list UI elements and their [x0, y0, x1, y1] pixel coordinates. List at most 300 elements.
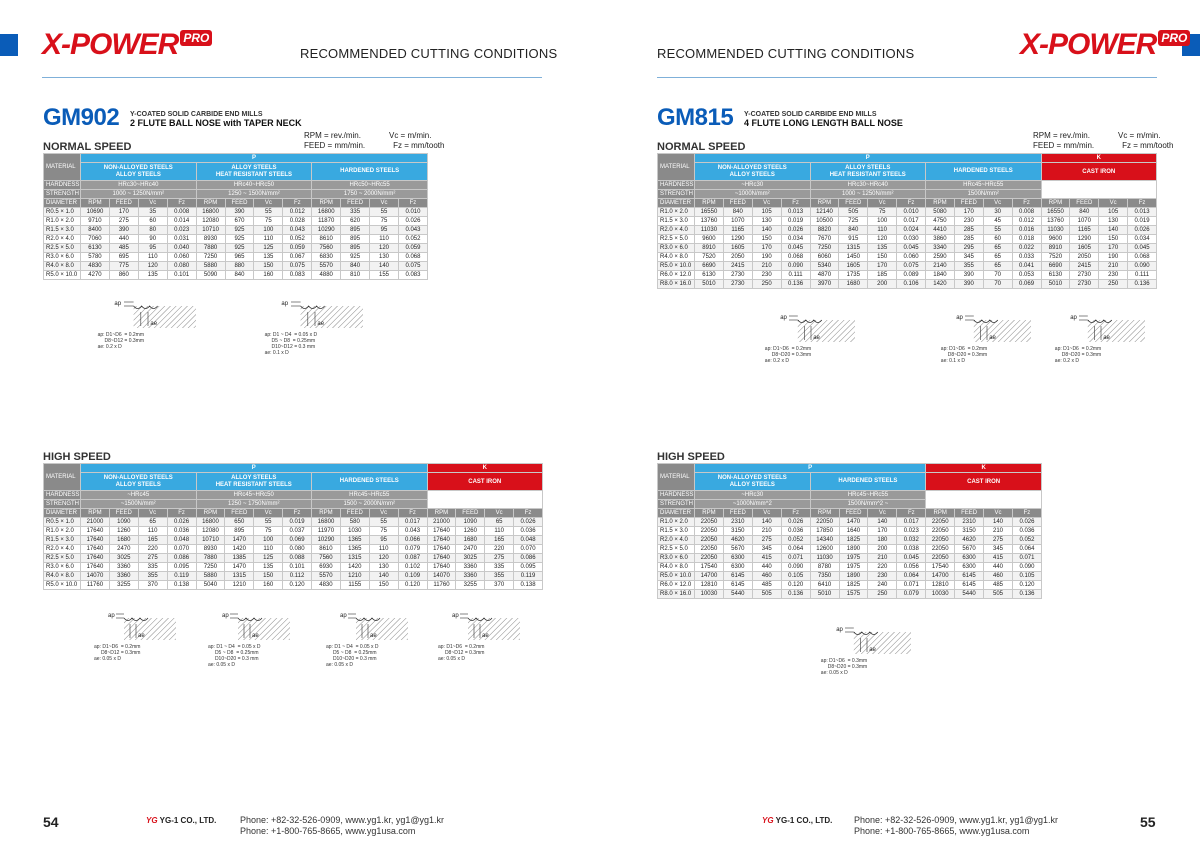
value-cell: 0.008: [1012, 208, 1041, 217]
value-cell: 8400: [81, 226, 110, 235]
material-group: CAST IRON: [1041, 163, 1157, 181]
column-header: Vc: [254, 199, 283, 208]
value-cell: 230: [752, 271, 781, 280]
value-cell: 4620: [955, 536, 984, 545]
value-cell: 8910: [695, 244, 724, 253]
value-cell: 21000: [81, 518, 110, 527]
value-cell: 140: [868, 518, 897, 527]
value-cell: 11760: [81, 581, 110, 590]
high-speed-title: HIGH SPEED: [43, 451, 111, 463]
value-cell: 12080: [196, 217, 225, 226]
value-cell: 5080: [926, 208, 955, 217]
value-cell: 275: [752, 536, 781, 545]
value-cell: 22050: [695, 527, 724, 536]
value-cell: 165: [485, 536, 514, 545]
diameter-label: DIAMETER: [44, 199, 81, 208]
column-header: Vc: [485, 509, 514, 518]
value-cell: 22050: [695, 536, 724, 545]
strength-label: STRENGTH: [658, 500, 695, 509]
value-cell: 0.136: [1128, 280, 1157, 289]
table-row: [44, 262, 428, 271]
value-cell: 0.026: [1012, 518, 1041, 527]
value-cell: 210: [984, 527, 1013, 536]
value-cell: 160: [254, 271, 283, 280]
value-cell: 16550: [695, 208, 724, 217]
value-cell: 0.075: [283, 262, 312, 271]
value-cell: 0.060: [897, 253, 926, 262]
value-cell: 285: [954, 226, 983, 235]
value-cell: 650: [225, 518, 254, 527]
value-cell: 170: [954, 208, 983, 217]
table-row: [44, 253, 428, 262]
value-cell: 170: [109, 208, 138, 217]
value-cell: 0.059: [398, 244, 427, 253]
value-cell: 0.059: [283, 244, 312, 253]
value-cell: 0.026: [398, 217, 427, 226]
material-label: MATERIAL: [658, 154, 695, 181]
value-cell: 11030: [1041, 226, 1070, 235]
value-cell: 60: [138, 217, 167, 226]
value-cell: 10710: [196, 536, 225, 545]
value-cell: 1680: [839, 280, 868, 289]
value-cell: 0.030: [897, 235, 926, 244]
value-cell: 135: [254, 563, 283, 572]
value-cell: 415: [752, 554, 781, 563]
value-cell: 2470: [109, 545, 138, 554]
value-cell: 0.043: [398, 226, 427, 235]
high-speed-title: HIGH SPEED: [657, 451, 725, 463]
value-cell: 230: [1099, 271, 1128, 280]
value-cell: 5090: [196, 271, 225, 280]
value-cell: 0.052: [1012, 536, 1041, 545]
group-row: [44, 473, 543, 491]
value-cell: 0.036: [781, 527, 810, 536]
value-cell: 2730: [1070, 271, 1099, 280]
value-cell: 1165: [1070, 226, 1099, 235]
value-cell: 0.040: [167, 244, 196, 253]
value-cell: 65: [983, 244, 1012, 253]
value-cell: 505: [839, 208, 868, 217]
value-cell: 170: [868, 527, 897, 536]
value-cell: 110: [369, 545, 398, 554]
value-cell: 3255: [109, 581, 138, 590]
column-header: FEED: [109, 199, 138, 208]
value-cell: 0.014: [167, 217, 196, 226]
value-cell: 1890: [839, 545, 868, 554]
value-cell: 120: [370, 244, 399, 253]
value-cell: 170: [1099, 244, 1128, 253]
diameter-cell: R1.5 × 3.0: [658, 217, 695, 226]
column-header: Fz: [398, 199, 427, 208]
value-cell: 1890: [839, 572, 868, 581]
table-row: [44, 208, 428, 217]
column-header: RPM: [926, 199, 955, 208]
value-cell: 14070: [427, 572, 456, 581]
diameter-cell: R1.5 × 3.0: [658, 527, 695, 536]
value-cell: 35: [138, 208, 167, 217]
xpower-logo: X-POWER PRO: [42, 28, 212, 62]
hardness-value: ~HRc30: [695, 491, 811, 500]
value-cell: 0.052: [781, 536, 810, 545]
high-speed-table: [657, 463, 1042, 599]
value-cell: 190: [752, 253, 781, 262]
hardness-value: HRc45~HRc55: [810, 491, 926, 500]
value-cell: 0.089: [897, 271, 926, 280]
diameter-cell: R5.0 × 10.0: [658, 572, 695, 581]
material-group: CAST IRON: [427, 473, 543, 491]
column-header: RPM: [427, 509, 456, 518]
diameter-cell: R3.0 × 6.0: [658, 244, 695, 253]
value-cell: 10030: [926, 590, 955, 599]
value-cell: 0.053: [1012, 271, 1041, 280]
hardness-value: HRc40~HRc50: [196, 181, 312, 190]
value-cell: 0.087: [398, 554, 427, 563]
value-cell: 1640: [839, 527, 868, 536]
value-cell: 0.043: [283, 226, 312, 235]
diameter-cell: R3.0 × 6.0: [44, 253, 81, 262]
value-cell: 485: [109, 244, 138, 253]
diameter-cell: R2.5 × 5.0: [44, 554, 81, 563]
value-cell: 0.024: [897, 226, 926, 235]
column-header: FEED: [109, 509, 138, 518]
value-cell: 0.034: [1128, 235, 1157, 244]
table-row: [658, 280, 1157, 289]
value-cell: 0.048: [514, 536, 543, 545]
column-header: Fz: [167, 199, 196, 208]
header-divider: [42, 77, 542, 78]
table-row: [658, 545, 1042, 554]
value-cell: 0.026: [1128, 226, 1157, 235]
ap-label: ap: [836, 627, 843, 633]
value-cell: 0.105: [1012, 572, 1041, 581]
value-cell: 2730: [1070, 280, 1099, 289]
column-header: Fz: [897, 509, 926, 518]
column-header: RPM: [81, 199, 110, 208]
diameter-cell: R4.0 × 8.0: [44, 262, 81, 271]
value-cell: 0.138: [514, 581, 543, 590]
value-cell: 8780: [810, 563, 839, 572]
cutting-diagram: [255, 292, 375, 334]
header-divider: [657, 77, 1157, 78]
value-cell: 6830: [312, 253, 341, 262]
value-cell: 6130: [695, 271, 724, 280]
value-cell: 725: [839, 217, 868, 226]
value-cell: 65: [138, 518, 167, 527]
column-header: Vc: [138, 199, 167, 208]
cast-iron-blank: [1041, 181, 1157, 199]
value-cell: 0.101: [283, 563, 312, 572]
table-row: [44, 545, 543, 554]
value-cell: 285: [954, 235, 983, 244]
column-header: FEED: [340, 509, 369, 518]
value-cell: 0.071: [1012, 554, 1041, 563]
value-cell: 170: [868, 262, 897, 271]
diameter-cell: R3.0 × 6.0: [44, 563, 81, 572]
value-cell: 95: [138, 244, 167, 253]
column-header: RPM: [312, 199, 341, 208]
value-cell: 110: [254, 235, 283, 244]
diameter-cell: R1.0 × 2.0: [44, 527, 81, 536]
column-header: Vc: [369, 509, 398, 518]
value-cell: 840: [1070, 208, 1099, 217]
value-cell: 150: [369, 581, 398, 590]
value-cell: 210: [752, 527, 781, 536]
column-header: Vc: [983, 199, 1012, 208]
normal-speed-title: NORMAL SPEED: [657, 141, 746, 153]
column-header: FEED: [954, 199, 983, 208]
contact-info: Phone: +82-32-526-0909, www.yg1.kr, yg1@yg1.kr Phone: +1-800-765-8665, www.yg1usa.com: [854, 815, 1059, 836]
strength-label: STRENGTH: [44, 500, 81, 509]
column-header-row: [44, 509, 543, 518]
value-cell: 0.013: [1128, 208, 1157, 217]
value-cell: 21000: [427, 518, 456, 527]
table-row: [658, 262, 1157, 271]
value-cell: 1090: [109, 518, 138, 527]
value-cell: 505: [984, 590, 1013, 599]
value-cell: 220: [485, 545, 514, 554]
column-header: Fz: [283, 509, 312, 518]
value-cell: 1840: [926, 271, 955, 280]
value-cell: 22050: [695, 518, 724, 527]
diameter-cell: R6.0 × 12.0: [658, 581, 695, 590]
value-cell: 135: [138, 271, 167, 280]
value-cell: 0.043: [398, 527, 427, 536]
value-cell: 1315: [340, 554, 369, 563]
value-cell: 0.095: [167, 563, 196, 572]
value-cell: 965: [225, 253, 254, 262]
value-cell: 10690: [81, 208, 110, 217]
value-cell: 5010: [810, 590, 839, 599]
ap-label: ap: [281, 301, 289, 307]
value-cell: 5340: [810, 262, 839, 271]
value-cell: 1385: [225, 554, 254, 563]
value-cell: 2050: [723, 253, 752, 262]
value-cell: 6300: [723, 563, 752, 572]
diameter-cell: R3.0 × 6.0: [658, 554, 695, 563]
diameter-cell: R5.0 × 10.0: [44, 271, 81, 280]
value-cell: 0.068: [1128, 253, 1157, 262]
value-cell: 11970: [312, 527, 341, 536]
value-cell: 1470: [839, 518, 868, 527]
value-cell: 16800: [196, 518, 225, 527]
material-group: HARDENED STEELS: [312, 163, 428, 181]
value-cell: 7250: [810, 244, 839, 253]
category-row: [44, 464, 543, 473]
value-cell: 14340: [810, 536, 839, 545]
value-cell: 1975: [839, 563, 868, 572]
value-cell: 1290: [1070, 235, 1099, 244]
value-cell: 0.070: [167, 545, 196, 554]
value-cell: 390: [954, 280, 983, 289]
hardness-label: HARDNESS: [44, 181, 81, 190]
value-cell: 14070: [81, 572, 110, 581]
diameter-cell: R1.5 × 3.0: [44, 226, 81, 235]
diagram-note: ap: D1 ~ D4 = 0.05 x D D5 ~ D8 = 0.25mm D10~D20 = 0.3 mm ae: 0.05 x D: [208, 644, 261, 668]
value-cell: 17640: [81, 527, 110, 536]
value-cell: 5670: [955, 545, 984, 554]
value-cell: 840: [723, 208, 752, 217]
value-cell: 0.038: [897, 545, 926, 554]
value-cell: 345: [984, 545, 1013, 554]
value-cell: 370: [138, 581, 167, 590]
group-row: [44, 163, 428, 181]
column-header: RPM: [196, 199, 225, 208]
cutting-diagram: [318, 604, 418, 646]
value-cell: 65: [485, 518, 514, 527]
diagram-note: ap: D1 ~ D4 = 0.05 x D D5 ~ D8 = 0.25mm D10~D20 = 0.3 mm ae: 0.05 x D: [326, 644, 379, 668]
table-row: [44, 226, 428, 235]
value-cell: 0.045: [897, 244, 926, 253]
ap-label: ap: [114, 301, 122, 307]
value-cell: 0.032: [897, 536, 926, 545]
ae-label: ae: [813, 335, 820, 341]
value-cell: 1470: [225, 563, 254, 572]
cutting-diagram: [812, 618, 922, 660]
value-cell: 295: [954, 244, 983, 253]
value-cell: 4830: [81, 262, 110, 271]
value-cell: 2730: [723, 271, 752, 280]
value-cell: 11030: [810, 554, 839, 563]
value-cell: 3970: [810, 280, 839, 289]
value-cell: 22050: [926, 527, 955, 536]
value-cell: 9600: [695, 235, 724, 244]
value-cell: 2730: [723, 280, 752, 289]
material-label: MATERIAL: [44, 154, 81, 181]
value-cell: 120: [369, 554, 398, 563]
value-cell: 6130: [1041, 271, 1070, 280]
value-cell: 12810: [695, 581, 724, 590]
value-cell: 13760: [695, 217, 724, 226]
strength-value: ~1000N/mm^2: [695, 500, 811, 509]
value-cell: 275: [138, 554, 167, 563]
value-cell: 0.083: [398, 271, 427, 280]
material-label: MATERIAL: [658, 464, 695, 491]
category-p: P: [81, 464, 428, 473]
value-cell: 100: [254, 536, 283, 545]
value-cell: 17640: [427, 545, 456, 554]
value-cell: 12080: [196, 527, 225, 536]
model-name: GM902: [43, 104, 120, 131]
cutting-diagram: [1046, 306, 1156, 348]
value-cell: 7520: [695, 253, 724, 262]
value-cell: 150: [1099, 235, 1128, 244]
cast-iron-blank: [926, 491, 1042, 509]
value-cell: 8820: [810, 226, 839, 235]
diameter-cell: R0.5 × 1.0: [44, 208, 81, 217]
value-cell: 0.012: [1012, 217, 1041, 226]
value-cell: 1365: [340, 536, 369, 545]
category-k: K: [1041, 154, 1157, 163]
value-cell: 0.022: [1012, 244, 1041, 253]
value-cell: 0.034: [781, 235, 810, 244]
value-cell: 17640: [427, 554, 456, 563]
column-header: RPM: [926, 509, 955, 518]
table-row: [44, 527, 543, 536]
value-cell: 12600: [810, 545, 839, 554]
value-cell: 390: [109, 226, 138, 235]
strength-value: 1750 ~ 2000N/mm²: [312, 190, 428, 199]
value-cell: 65: [983, 253, 1012, 262]
value-cell: 0.079: [897, 590, 926, 599]
ae-label: ae: [869, 647, 876, 653]
value-cell: 17640: [427, 527, 456, 536]
column-header: FEED: [225, 199, 254, 208]
material-group: NON-ALLOYED STEELS ALLOY STEELS: [695, 163, 811, 181]
table-row: [658, 563, 1042, 572]
value-cell: 17640: [81, 563, 110, 572]
hardness-label: HARDNESS: [44, 491, 81, 500]
table-row: [658, 226, 1157, 235]
column-header: FEED: [723, 509, 752, 518]
value-cell: 0.036: [1012, 527, 1041, 536]
value-cell: 17540: [695, 563, 724, 572]
value-cell: 1450: [839, 253, 868, 262]
value-cell: 0.120: [283, 581, 312, 590]
value-cell: 22050: [926, 536, 955, 545]
value-cell: 0.069: [1012, 280, 1041, 289]
model-name: GM815: [657, 104, 734, 131]
diameter-cell: R2.0 × 4.0: [658, 536, 695, 545]
value-cell: 8610: [312, 545, 341, 554]
value-cell: 5440: [955, 590, 984, 599]
diameter-cell: R2.0 × 4.0: [44, 235, 81, 244]
column-header: RPM: [810, 199, 839, 208]
value-cell: 7350: [810, 572, 839, 581]
value-cell: 75: [369, 527, 398, 536]
diagram-note: ap: D1~D6 = 0.2mm D8~D20 = 0.3mm ae: 0.1 x D: [940, 346, 988, 364]
value-cell: 135: [868, 244, 897, 253]
value-cell: 6060: [810, 253, 839, 262]
value-cell: 275: [984, 536, 1013, 545]
strength-row: [44, 190, 428, 199]
value-cell: 840: [341, 262, 370, 271]
strength-label: STRENGTH: [44, 190, 81, 199]
value-cell: 16800: [312, 518, 341, 527]
ap-label: ap: [222, 613, 229, 619]
ap-label: ap: [340, 613, 347, 619]
value-cell: 275: [109, 217, 138, 226]
value-cell: 75: [868, 208, 897, 217]
value-cell: 0.075: [398, 262, 427, 271]
value-cell: 110: [138, 253, 167, 262]
value-cell: 1290: [723, 235, 752, 244]
value-cell: 0.095: [514, 563, 543, 572]
material-label: MATERIAL: [44, 464, 81, 491]
value-cell: 840: [225, 271, 254, 280]
strength-value: 1500 ~ 2000N/mm²: [312, 500, 428, 509]
value-cell: 240: [868, 581, 897, 590]
value-cell: 130: [1099, 217, 1128, 226]
column-header: Fz: [897, 199, 926, 208]
model-subtitle: Y-COATED SOLID CARBIDE END MILLS 2 FLUTE BALL NOSE with TAPER NECK: [130, 111, 302, 128]
diameter-cell: R2.0 × 4.0: [658, 226, 695, 235]
value-cell: 90: [138, 235, 167, 244]
table-row: [44, 217, 428, 226]
value-cell: 3340: [926, 244, 955, 253]
diameter-cell: R6.0 × 12.0: [658, 271, 695, 280]
material-group: NON-ALLOYED STEELS ALLOY STEELS: [81, 473, 197, 491]
value-cell: 1975: [839, 554, 868, 563]
column-header: Fz: [781, 509, 810, 518]
value-cell: 220: [868, 563, 897, 572]
value-cell: 1420: [340, 563, 369, 572]
value-cell: 140: [752, 226, 781, 235]
ae-label: ae: [482, 633, 489, 639]
column-header: FEED: [723, 199, 752, 208]
value-cell: 2050: [1070, 253, 1099, 262]
value-cell: 6145: [723, 581, 752, 590]
value-cell: 1070: [1070, 217, 1099, 226]
